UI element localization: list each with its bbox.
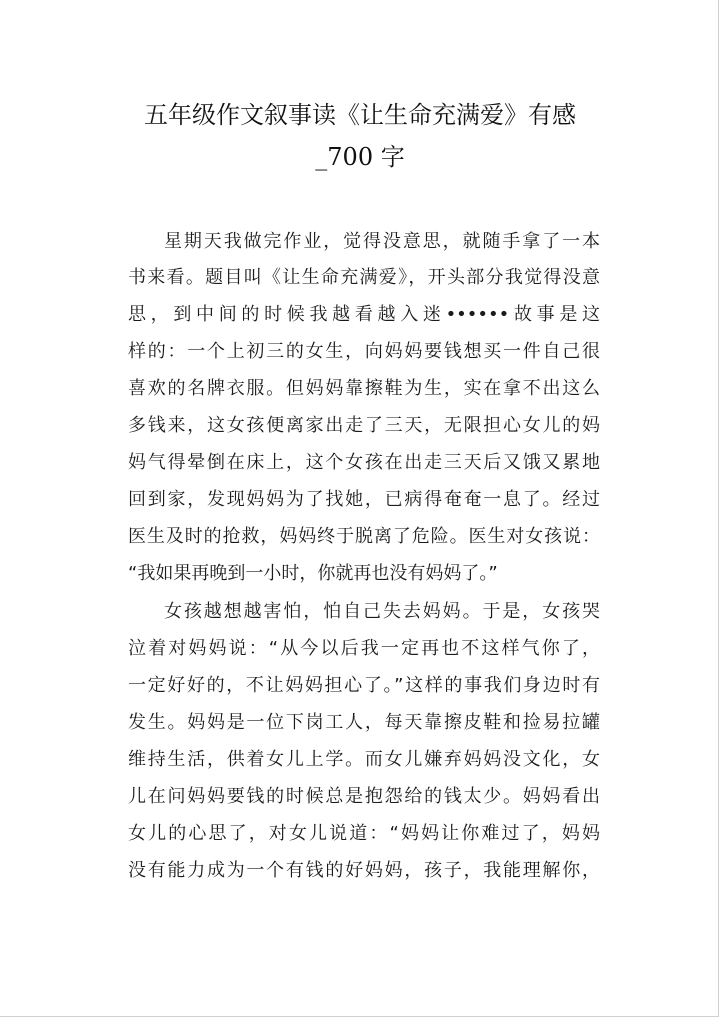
body-line: 维持生活，供着女儿上学。而女儿嫌弃妈妈没文化，女 xyxy=(128,749,600,770)
body-line: 妈气得晕倒在床上，这个女孩在出走三天后又饿又累地 xyxy=(128,452,600,473)
body-line: 儿在问妈妈要钱的时候总是抱怨给的钱太少。妈妈看出 xyxy=(128,786,600,807)
body-line: 女儿的心思了，对女儿说道：“妈妈让你难过了，妈妈 xyxy=(128,823,600,844)
body-line: 喜欢的名牌衣服。但妈妈靠擦鞋为生，实在拿不出这么 xyxy=(128,378,600,399)
body-line: 样的：一个上初三的女生，向妈妈要钱想买一件自己很 xyxy=(128,341,600,362)
body-line: 没有能力成为一个有钱的好妈妈，孩子，我能理解你， xyxy=(128,860,600,881)
body-line: 回到家，发现妈妈为了找她，已病得奄奄一息了。经过 xyxy=(128,489,600,510)
body-line: 一定好好的，不让妈妈担心了。”这样的事我们身边时有 xyxy=(128,675,600,696)
title-line-2: _700 字 xyxy=(315,143,405,171)
body-line: 医生及时的抢救，妈妈终于脱离了危险。医生对女孩说： xyxy=(128,526,600,547)
body-line: 多钱来，这女孩便离家出走了三天，无限担心女儿的妈 xyxy=(128,415,600,436)
body-line: 星期天我做完作业，觉得没意思，就随手拿了一本 xyxy=(164,231,600,252)
body-line: 女孩越想越害怕，怕自己失去妈妈。于是，女孩哭 xyxy=(164,601,600,622)
document-title xyxy=(110,94,610,178)
body-line: “我如果再晚到一小时，你就再也没有妈妈了。” xyxy=(128,563,498,584)
body-line: 书来看。题目叫《让生命充满爱》，开头部分我觉得没意 xyxy=(128,267,600,288)
body-line: 泣着对妈妈说：“从今以后我一定再也不这样气你了， xyxy=(128,638,600,659)
title-line-1: 五年级作文叙事读《让生命充满爱》有感 xyxy=(144,101,576,129)
body-line: 发生。妈妈是一位下岗工人，每天靠擦皮鞋和捡易拉罐 xyxy=(128,712,600,733)
body-line: 思，到中间的时候我越看越入迷••••••故事是这 xyxy=(128,304,600,325)
